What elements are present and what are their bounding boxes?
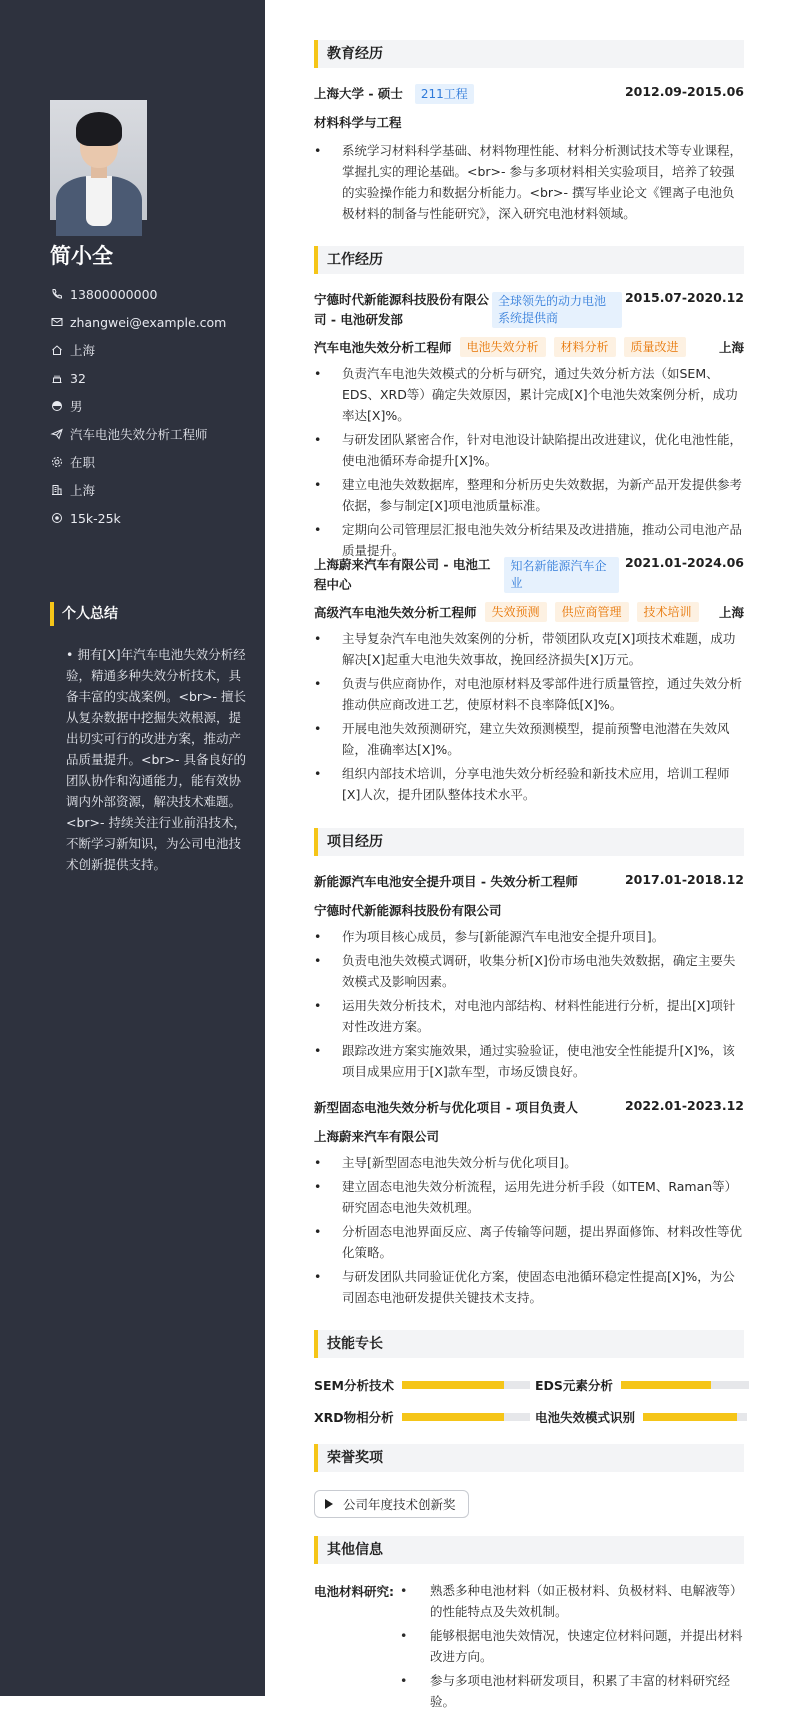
project-bullet: • 建立固态电池失效分析流程，运用先进分析手段（如TEM、Raman等）研究固态电池失效机理。: [314, 1176, 744, 1218]
other-heading: 其他信息: [314, 1536, 744, 1564]
job-header: [314, 555, 744, 595]
project-org: 宁德时代新能源科技股份有限公司: [314, 903, 502, 918]
project-header: [314, 872, 744, 890]
project-bullet: • 与研发团队共同验证优化方案，使固态电池循环稳定性提高[X]%，为公司固态电池研发提供关键技术支持。: [314, 1266, 744, 1308]
gender-text: 男: [70, 399, 83, 414]
job-company-tag: 全球领先的动力电池系统提供商: [492, 292, 622, 328]
job-bullet: • 负责与供应商协作，对电池原材料及零部件进行质量管控，通过失效分析推动供应商改进工艺，使原材料不良率降低[X]%。: [314, 673, 744, 715]
skill-item: [535, 1408, 747, 1426]
skill-name: SEM分析技术: [314, 1378, 394, 1393]
education-major: 材料科学与工程: [314, 115, 402, 130]
job-bullet: • 开展电池失效预测研究，建立失效预测模型，提前预警电池潜在失效风险，准确率达[X]%。: [314, 718, 744, 760]
job-tag: 失效预测: [485, 602, 547, 622]
salary-text: 15k-25k: [70, 510, 121, 526]
education-school: 上海大学 - 硕士: [314, 86, 403, 101]
project-bullets: [314, 926, 744, 1085]
project-bullet: • 分析固态电池界面反应、离子传输等问题，提出界面修饰、材料改性等优化策略。: [314, 1221, 744, 1263]
skill-item: [535, 1376, 749, 1394]
job-date: 2021.01-2024.06: [624, 555, 744, 570]
award-item: [314, 1490, 469, 1518]
info-phone: [50, 280, 250, 308]
home-icon: [50, 344, 64, 356]
job-tag: 供应商管理: [555, 602, 629, 622]
info-job-target: [50, 420, 250, 448]
send-icon: [50, 428, 64, 440]
education-date: 2012.09-2015.06: [624, 84, 744, 99]
avatar: [50, 100, 147, 220]
job-bullet: • 建立电池失效数据库，整理和分析历史失效数据，为新产品开发提供参考依据，参与制定[X]项电池质量标准。: [314, 474, 744, 516]
age-icon: [50, 372, 64, 384]
project-bullet: • 负责电池失效模式调研，收集分析[X]份市场电池失效数据，确定主要失效模式及影响因素。: [314, 950, 744, 992]
summary-text: • 拥有[X]年汽车电池失效分析经验，精通多种失效分析技术，具备丰富的实战案例。<br>- 擅长从复杂数据中挖掘失效根源，提出切实可行的改进方案，推动产品质量提升。<br>- 具备良好的团队协作和沟通能力，能有效协调内外部资源，解决技术难题。<br>- 持续关注行业前沿技术，不断学习新知识，为公司电池技术创新提供支持。: [66, 647, 247, 872]
other-bullet: • 参与多项电池材料研发项目，积累了丰富的材料研究经验。: [400, 1670, 745, 1712]
skill-bar-fill: [402, 1381, 504, 1389]
job-tag: 材料分析: [554, 337, 616, 357]
job-position: 高级汽车电池失效分析工程师: [314, 605, 477, 620]
sidebar: [0, 0, 265, 1696]
skills-heading: 技能专长: [314, 1330, 744, 1358]
projects-heading: 项目经历: [314, 828, 744, 856]
skill-bar: [621, 1381, 749, 1389]
other-bullet: • 熟悉多种电池材料（如正极材料、负极材料、电解液等）的性能特点及失效机制。: [400, 1580, 745, 1622]
other-bullet: • 能够根据电池失效情况，快速定位材料问题，并提出材料改进方向。: [400, 1625, 745, 1667]
profile-name: 简小全: [50, 244, 113, 268]
email-text: zhangwei@example.com: [70, 314, 227, 330]
summary-heading: 个人总结: [50, 602, 118, 626]
job-tag: 质量改进: [624, 337, 686, 357]
education-tag: 211工程: [415, 84, 474, 104]
status-text: 在职: [70, 455, 96, 470]
skill-bar: [643, 1413, 747, 1421]
job-bullet: • 主导复杂汽车电池失效案例的分析，带领团队攻克[X]项技术难题，成功解决[X]起重大电池失效事故，挽回经济损失[X]万元。: [314, 628, 744, 670]
salary-icon: [50, 512, 64, 524]
gender-icon: [50, 400, 64, 412]
project-bullet: • 作为项目核心成员，参与[新能源汽车电池安全提升项目]。: [314, 926, 744, 947]
project-bullet: • 运用失效分析技术，对电池内部结构、材料性能进行分析，提出[X]项针对性改进方案。: [314, 995, 744, 1037]
project-date: 2022.01-2023.12: [624, 1098, 744, 1113]
mail-icon: [50, 316, 64, 328]
job-city: 上海: [718, 605, 744, 620]
project-bullet: • 跟踪改进方案实施效果，通过实验验证，使电池安全性能提升[X]%，该项目成果应用于[X]款车型，市场反馈良好。: [314, 1040, 744, 1082]
job-bullets: [314, 363, 744, 564]
other-bullets: [400, 1580, 745, 1715]
job-company: 宁德时代新能源科技股份有限公司 - 电池研发部: [314, 292, 490, 327]
job-target-text: 汽车电池失效分析工程师: [70, 427, 208, 442]
project-bullets: [314, 1152, 744, 1311]
triangle-icon: [325, 1499, 333, 1509]
job-position-row: [314, 602, 744, 622]
job-company-tag: 知名新能源汽车企业: [504, 557, 619, 593]
project-org: 上海蔚来汽车有限公司: [314, 1129, 440, 1144]
city-text: 上海: [70, 483, 96, 498]
age-text: 32: [70, 370, 86, 386]
skill-name: 电池失效模式识别: [535, 1410, 636, 1425]
phone-text: 13800000000: [70, 286, 158, 302]
project-header: [314, 1098, 744, 1116]
skill-name: XRD物相分析: [314, 1410, 394, 1425]
skill-bar-fill: [402, 1413, 504, 1421]
work-heading: 工作经历: [314, 246, 744, 274]
job-bullets: [314, 628, 744, 808]
job-position-row: [314, 337, 744, 357]
building-icon: [50, 484, 64, 496]
education-bullet: • 系统学习材料科学基础、材料物理性能、材料分析测试技术等专业课程，掌握扎实的理论基础。<br>- 参与多项材料相关实验项目，培养了较强的实验操作能力和数据分析能力。<br>- 撰写毕业论文《锂离子电池负极材料的制备与性能研究》，深入研究电池材料领域。: [314, 140, 744, 224]
job-bullet: • 负责汽车电池失效模式的分析与研究，通过失效分析方法（如SEM、EDS、XRD等）确定失效原因，累计完成[X]个电池失效案例分析，成功率达[X]%。: [314, 363, 744, 426]
skill-item: [314, 1376, 530, 1394]
phone-icon: [50, 288, 64, 300]
info-city: [50, 476, 250, 504]
contact-info-list: [50, 280, 250, 532]
job-header: [314, 290, 744, 330]
other-label: 电池材料研究:: [314, 1584, 394, 1599]
education-bullets: [314, 140, 744, 227]
project-name: 新型固态电池失效分析与优化项目 - 项目负责人: [314, 1100, 578, 1115]
info-location: [50, 336, 250, 364]
skill-bar-fill: [643, 1413, 737, 1421]
job-tag: 技术培训: [637, 602, 699, 622]
job-city: 上海: [718, 340, 744, 355]
job-company: 上海蔚来汽车有限公司 - 电池工程中心: [314, 557, 491, 592]
job-tag: 电池失效分析: [460, 337, 546, 357]
job-bullet: • 定期向公司管理层汇报电池失效分析结果及改进措施，推动公司电池产品质量提升。: [314, 519, 744, 561]
award-text: 公司年度技术创新奖: [343, 1497, 456, 1512]
job-date: 2015.07-2020.12: [624, 290, 744, 305]
info-status: [50, 448, 250, 476]
info-gender: [50, 392, 250, 420]
education-header: [314, 84, 744, 104]
location-text: 上海: [70, 343, 96, 358]
project-bullet: • 主导[新型固态电池失效分析与优化项目]。: [314, 1152, 744, 1173]
skill-bar-fill: [621, 1381, 711, 1389]
skill-item: [314, 1408, 530, 1426]
job-bullet: • 与研发团队紧密合作，针对电池设计缺陷提出改进建议，优化电池性能，使电池循环寿命提升[X]%。: [314, 429, 744, 471]
status-icon: [50, 456, 64, 468]
job-position: 汽车电池失效分析工程师: [314, 340, 452, 355]
education-heading: 教育经历: [314, 40, 744, 68]
skill-bar: [402, 1413, 530, 1421]
job-bullet: • 组织内部技术培训，分享电池失效分析经验和新技术应用，培训工程师[X]人次，提升团队整体技术水平。: [314, 763, 744, 805]
info-age: [50, 364, 250, 392]
awards-heading: 荣誉奖项: [314, 1444, 744, 1472]
info-salary: [50, 504, 250, 532]
skill-name: EDS元素分析: [535, 1378, 613, 1393]
skill-bar: [402, 1381, 530, 1389]
info-email: [50, 308, 250, 336]
project-name: 新能源汽车电池安全提升项目 - 失效分析工程师: [314, 874, 578, 889]
project-date: 2017.01-2018.12: [624, 872, 744, 887]
